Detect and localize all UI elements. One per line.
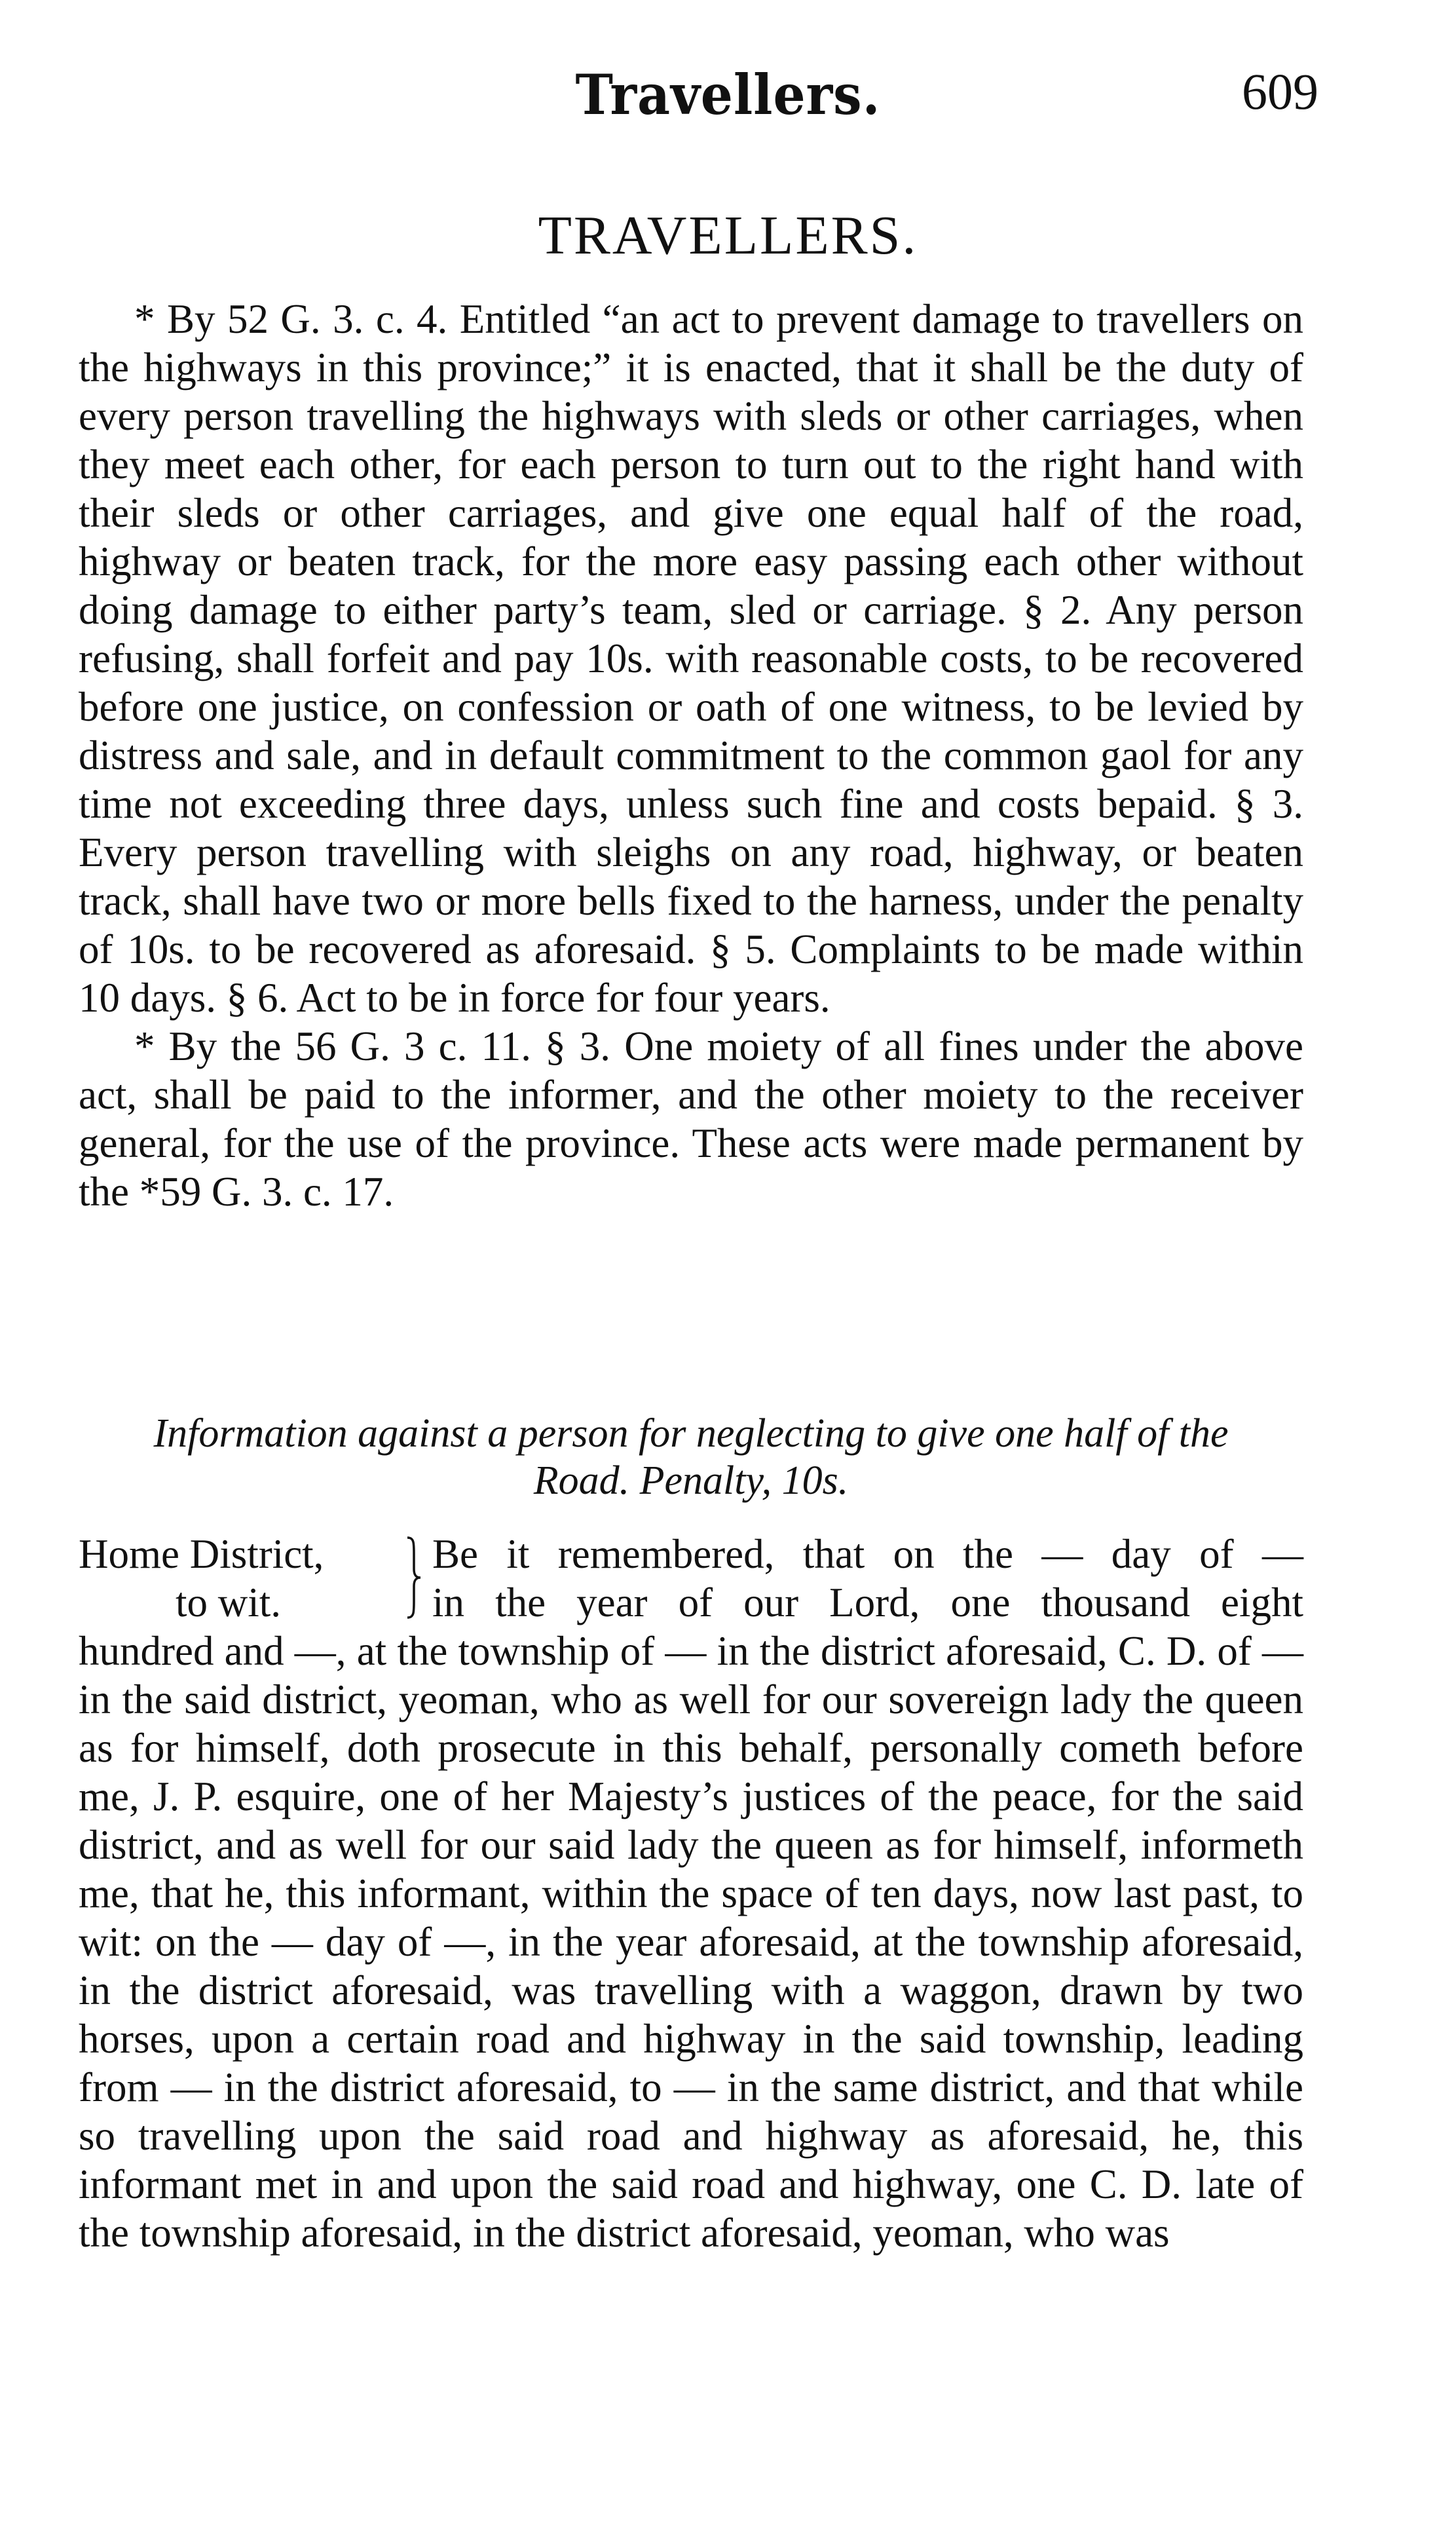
venue-district: Home District, — [79, 1531, 324, 1577]
opening-line-1: Be it remembered, that on the — day of — — [432, 1531, 1303, 1577]
form-body: hundred and —, at the township of — in the district aforesaid, C. D. of — in the said district, yeoman, who as well for our sovereign lady the queen as for himself, doth prosecute in this behalf, personally cometh before me, J. P. esquire, one of her Majesty’s justices of the peace, for the said district, and as well for our said lady the queen as for himself, informeth me, that he, this informant, within the space of ten days, now last past, to wit: on the — day of —, in the year aforesaid, at the township aforesaid, in the district aforesaid, was travelling with a waggon, drawn by two horses, upon a certain road and highway in the said township, leading from — in the district aforesaid, to — in the same district, and that while so travelling upon the said road and highway as aforesaid, he, this informant met in and upon the said road and highway, one C. D. late of the township aforesaid, in the district aforesaid, yeoman, who was — [79, 1628, 1303, 2256]
paragraph-two: * By the 56 G. 3 c. 11. § 3. One moiety of all fines under the above act, shall be paid to the informer, and the other moiety to the receiver general, for the use of the province. These acts were made permanent by the *59 G. 3. c. 17. — [79, 1023, 1303, 1215]
running-title: Travellers. — [575, 62, 881, 127]
page-number: 609 — [1242, 63, 1318, 120]
right-brace-icon — [405, 1535, 422, 1620]
form-title-line-2: Road. Penalty, 10s. — [533, 1458, 849, 1503]
section-heading: TRAVELLERS. — [538, 205, 918, 266]
venue-label — [79, 1530, 419, 1627]
venue-to-wit: to wit. — [176, 1580, 282, 1625]
running-head — [0, 62, 1456, 147]
form-title — [79, 1410, 1303, 1504]
opening-line-2: in the year of our Lord, one thousand eight — [432, 1580, 1303, 1625]
paragraph-one: * By 52 G. 3. c. 4. Entitled “an act to prevent damage to travellers on the highways in this province;” it is enacted, that it shall be the duty of every person travelling the highways with sleds or other carriages, when they meet each other, for each person to turn out to the right hand with their sleds or other carriages, and give one equal half of the road, highway or beaten track, for the more easy passing each other without doing damage to either party’s team, sled or carriage. § 2. Any person refusing, shall forfeit and pay 10s. with reasonable costs, to be recovered before one justice, on confession or oath of one witness, to be levied by distress and sale, and in default commitment to the common gaol for any time not exceeding three days, unless such fine and costs bepaid. § 3. Every person travelling with sleighs on any road, highway, or beaten track, shall have two or more bells fixed to the harness, under the penalty of 10s. to be recovered as aforesaid. § 5. Complaints to be made within 10 days. § 6. Act to be in force for four years. — [79, 296, 1303, 1021]
venue-opening — [432, 1530, 1303, 1627]
statute-summary — [79, 295, 1303, 1216]
form-title-line-1: Information against a person for neglecting to give one half of the — [153, 1411, 1229, 1456]
